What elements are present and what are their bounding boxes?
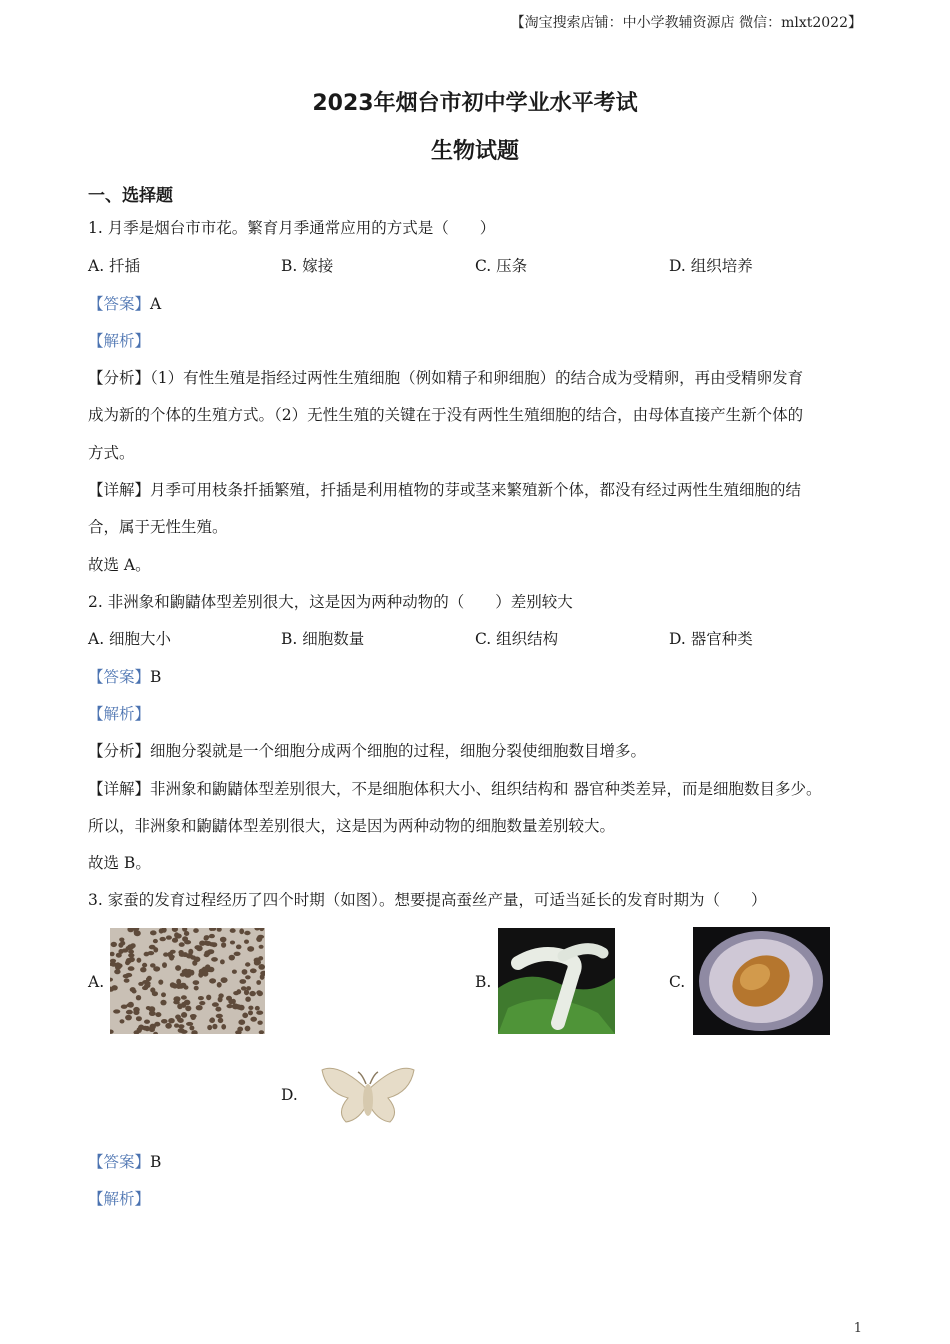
egg-dot xyxy=(111,942,117,947)
egg-dot xyxy=(207,949,214,954)
egg-dot xyxy=(209,978,216,983)
answer-tag: 【答案】 xyxy=(88,295,151,313)
egg-dot xyxy=(178,950,183,955)
egg-dot xyxy=(215,1007,221,1012)
q2-option-a: A. 细胞大小 xyxy=(88,630,172,648)
egg-dot xyxy=(212,1024,217,1030)
egg-dot xyxy=(242,969,248,975)
egg-dot xyxy=(255,1006,260,1011)
egg-dot xyxy=(155,1012,161,1017)
egg-dot xyxy=(113,1009,120,1013)
egg-dot xyxy=(133,1007,140,1012)
egg-dot xyxy=(172,938,178,943)
egg-dot xyxy=(142,980,149,984)
exam-title: 2023年烟台市初中学业水平考试 xyxy=(312,91,638,116)
egg-dot xyxy=(118,943,123,948)
egg-dot xyxy=(237,1027,243,1032)
egg-dot xyxy=(119,938,124,942)
q2-option-b: B. 细胞数量 xyxy=(281,630,365,648)
egg-dot xyxy=(127,944,134,950)
egg-dot xyxy=(257,1021,262,1025)
q1-analysis-tag: 【解析】 xyxy=(88,332,151,350)
egg-dot xyxy=(110,962,115,967)
q2-choose: 故选 B。 xyxy=(88,854,151,872)
q2-option-c: C. 组织结构 xyxy=(475,630,559,648)
egg-dot xyxy=(180,983,186,987)
egg-dot xyxy=(137,958,142,963)
egg-dot xyxy=(245,975,251,979)
egg-dot xyxy=(185,1006,191,1012)
egg-dot xyxy=(140,967,146,972)
egg-dot xyxy=(186,953,193,958)
egg-dot xyxy=(205,968,212,972)
q1-fenxi-line2: 成为新的个体的生殖方式。（2）无性生殖的关键在于没有两性生殖细胞的结合，由母体直接产生新个体的 xyxy=(88,406,804,424)
q2-option-d: D. 器官种类 xyxy=(669,630,753,648)
egg-dot xyxy=(189,1026,194,1031)
egg-dot xyxy=(259,945,264,949)
egg-dot xyxy=(124,978,130,982)
egg-dot xyxy=(161,1019,168,1024)
egg-dot xyxy=(153,939,158,943)
egg-dot xyxy=(231,999,236,1004)
egg-dot xyxy=(182,936,188,942)
egg-dot xyxy=(218,997,223,1003)
egg-dot xyxy=(186,1022,193,1026)
egg-dot xyxy=(179,942,185,947)
q1-xiangjie-line2: 合，属于无性生殖。 xyxy=(88,518,228,536)
egg-dot xyxy=(144,952,150,957)
egg-dot xyxy=(194,957,201,963)
egg-dot xyxy=(142,963,147,968)
egg-dot xyxy=(256,980,261,985)
egg-dot xyxy=(229,955,235,961)
egg-dot xyxy=(177,1018,183,1022)
egg-dot xyxy=(244,990,249,996)
egg-dot xyxy=(160,1000,166,1006)
egg-dot xyxy=(149,1011,156,1016)
q3-label-b: B. xyxy=(475,973,492,991)
egg-dot xyxy=(198,972,203,978)
egg-dot xyxy=(118,949,123,954)
egg-dot xyxy=(196,1005,203,1010)
xiangjie-text: 月季可用枝条扦插繁殖，扦插是利用植物的芽或茎来繁殖新个体，都没有经过两性生殖细胞的结 xyxy=(150,481,802,499)
q1-option-b: B. 嫁接 xyxy=(281,257,334,275)
fenxi-text: （1）有性生殖是指经过两性生殖细胞（例如精子和卵细胞）的结合成为受精卵，再由受精卵发育 xyxy=(150,369,804,387)
egg-dot xyxy=(220,937,227,943)
q1-stem: 1. 月季是烟台市市花。繁育月季通常应用的方式是（ ） xyxy=(88,219,496,237)
egg-dot xyxy=(199,1001,205,1005)
egg-dot xyxy=(204,941,209,945)
q1-xiangjie-line1 xyxy=(88,480,801,500)
egg-dot xyxy=(191,1015,196,1020)
q3-label-c: C. xyxy=(669,973,686,991)
egg-dot xyxy=(218,1018,224,1023)
egg-dot xyxy=(226,996,232,1001)
silkworm-pupa-image xyxy=(693,927,830,1035)
q2-fenxi-line1 xyxy=(88,741,646,761)
egg-dot xyxy=(123,974,130,978)
q1-choose: 故选 A。 xyxy=(88,556,151,574)
q3-label-d: D. xyxy=(281,1086,298,1104)
answer-value: A xyxy=(150,295,162,313)
q2-answer xyxy=(88,667,161,687)
egg-dot xyxy=(136,1016,142,1021)
egg-dot xyxy=(194,986,199,991)
egg-dot xyxy=(258,956,263,960)
egg-dot xyxy=(196,945,203,951)
egg-dot xyxy=(209,934,215,938)
q3-label-a: A. xyxy=(88,973,105,991)
egg-dot xyxy=(152,991,158,996)
egg-dot xyxy=(232,970,237,974)
egg-dot xyxy=(244,931,250,935)
egg-dot xyxy=(121,1005,128,1009)
q1-fenxi-line3: 方式。 xyxy=(88,444,135,462)
egg-dot xyxy=(181,1030,188,1034)
egg-dot xyxy=(198,996,204,1000)
egg-dot xyxy=(173,1000,180,1004)
egg-dot xyxy=(138,1025,144,1031)
egg-dot xyxy=(170,982,176,988)
egg-dot xyxy=(245,962,250,966)
xiangjie-tag: 【详解】 xyxy=(88,481,151,499)
q3-analysis-tag: 【解析】 xyxy=(88,1190,151,1208)
egg-dot xyxy=(221,1024,226,1030)
egg-dot xyxy=(256,936,262,942)
silkworm-eggs-image xyxy=(110,928,265,1034)
egg-dot xyxy=(193,980,200,985)
q2-xiangjie-line1 xyxy=(88,779,821,799)
q2-analysis-tag: 【解析】 xyxy=(88,705,151,723)
egg-dot xyxy=(168,1018,175,1023)
egg-dot xyxy=(217,982,222,988)
egg-dot xyxy=(125,1015,132,1021)
header-note: 【淘宝搜索店铺：中小学教辅资源店 微信：mlxt2022】 xyxy=(510,15,862,31)
section-heading: 一、选择题 xyxy=(88,186,173,206)
egg-dot xyxy=(181,1002,186,1008)
egg-dot xyxy=(136,995,141,1000)
egg-dot xyxy=(128,1002,134,1008)
egg-dot xyxy=(206,995,211,1001)
egg-dot xyxy=(129,957,135,962)
silkworm-moth-image xyxy=(318,1062,418,1128)
egg-dot xyxy=(160,937,166,941)
egg-dot xyxy=(128,966,135,971)
egg-dot xyxy=(174,932,179,938)
q1-answer xyxy=(88,294,161,314)
xiangjie-text: 非洲象和鼩鼱体型差别很大，不是细胞体积大小、组织结构和 器官种类差异，而是细胞数目多少。 xyxy=(150,780,822,798)
egg-dot xyxy=(232,1003,239,1009)
egg-dot xyxy=(212,1002,219,1007)
egg-dot xyxy=(216,1014,223,1018)
egg-dot xyxy=(207,1025,212,1030)
q2-xiangjie-line2: 所以，非洲象和鼩鼱体型差别很大，这是因为两种动物的细胞数量差别较大。 xyxy=(88,817,616,835)
egg-dot xyxy=(169,955,175,959)
egg-dot xyxy=(175,965,181,971)
moth-illustration xyxy=(318,1062,418,1128)
q1-fenxi-line1 xyxy=(88,368,803,388)
egg-dot xyxy=(128,953,134,957)
larva-illustration xyxy=(498,928,615,1034)
egg-dot xyxy=(250,1017,257,1022)
q2-stem: 2. 非洲象和鼩鼱体型差别很大，这是因为两种动物的（ ）差别较大 xyxy=(88,593,573,611)
answer-value: B xyxy=(150,1153,162,1171)
xiangjie-tag: 【详解】 xyxy=(88,780,151,798)
egg-dot xyxy=(220,959,225,964)
egg-dot xyxy=(247,946,254,952)
egg-dot xyxy=(248,1010,253,1015)
fenxi-text: 细胞分裂就是一个细胞分成两个细胞的过程，细胞分裂使细胞数目增多。 xyxy=(150,742,647,760)
egg-dot xyxy=(161,992,166,997)
egg-dot xyxy=(162,962,167,968)
egg-dot xyxy=(165,1023,172,1029)
egg-dot xyxy=(245,997,251,1002)
egg-dot xyxy=(230,941,235,945)
pupa-illustration xyxy=(693,927,830,1035)
egg-dot xyxy=(146,1006,151,1010)
egg-dot xyxy=(254,960,260,965)
egg-dot xyxy=(221,942,226,948)
egg-dot xyxy=(245,1026,251,1032)
egg-dot xyxy=(158,980,163,985)
egg-dot xyxy=(150,930,157,935)
egg-dot xyxy=(250,968,257,973)
silkworm-larva-image xyxy=(498,928,615,1034)
egg-dot xyxy=(153,966,160,971)
egg-dot xyxy=(236,989,241,994)
q1-option-a: A. 扦插 xyxy=(88,257,141,275)
egg-dot xyxy=(248,1006,253,1010)
egg-dot xyxy=(163,952,168,956)
page-number: 1 xyxy=(853,1321,862,1336)
egg-dot xyxy=(209,1019,214,1023)
egg-dot xyxy=(166,935,172,939)
fenxi-tag: 【分析】 xyxy=(88,369,151,387)
egg-dot xyxy=(239,979,246,984)
exam-subtitle: 生物试题 xyxy=(430,139,519,164)
answer-value: B xyxy=(150,668,162,686)
egg-dot xyxy=(144,1020,150,1024)
egg-dot xyxy=(193,928,199,933)
fenxi-tag: 【分析】 xyxy=(88,742,151,760)
egg-dot xyxy=(239,928,244,934)
egg-dot xyxy=(211,957,218,962)
egg-dot xyxy=(234,952,241,956)
egg-dot xyxy=(149,945,156,950)
egg-dot xyxy=(204,936,209,941)
egg-dot xyxy=(183,969,189,975)
egg-dot xyxy=(256,1011,263,1015)
egg-dot xyxy=(258,964,265,970)
egg-dot xyxy=(149,1028,155,1032)
egg-dot xyxy=(244,940,249,944)
egg-dot xyxy=(178,1024,184,1028)
answer-tag: 【答案】 xyxy=(88,668,151,686)
answer-tag: 【答案】 xyxy=(88,1153,151,1171)
egg-dot xyxy=(132,989,137,993)
q1-option-c: C. 压条 xyxy=(475,257,528,275)
egg-dot xyxy=(230,928,236,933)
eggs-illustration xyxy=(110,928,265,1034)
egg-dot xyxy=(242,1013,248,1019)
egg-dot xyxy=(181,995,187,999)
egg-dot xyxy=(236,945,242,950)
egg-dot xyxy=(260,974,265,980)
q1-option-d: D. 组织培养 xyxy=(669,257,753,275)
egg-dot xyxy=(238,1019,245,1025)
egg-dot xyxy=(249,991,256,996)
egg-dot xyxy=(221,977,228,983)
egg-dot xyxy=(128,950,134,954)
egg-dot xyxy=(126,1010,133,1015)
egg-dot xyxy=(120,1019,125,1023)
egg-dot xyxy=(181,1012,187,1018)
q3-stem: 3. 家蚕的发育过程经历了四个时期（如图）。想要提高蚕丝产量，可适当延长的发育时期为（ ） xyxy=(88,891,767,909)
egg-dot xyxy=(257,991,263,996)
q3-answer xyxy=(88,1152,161,1172)
